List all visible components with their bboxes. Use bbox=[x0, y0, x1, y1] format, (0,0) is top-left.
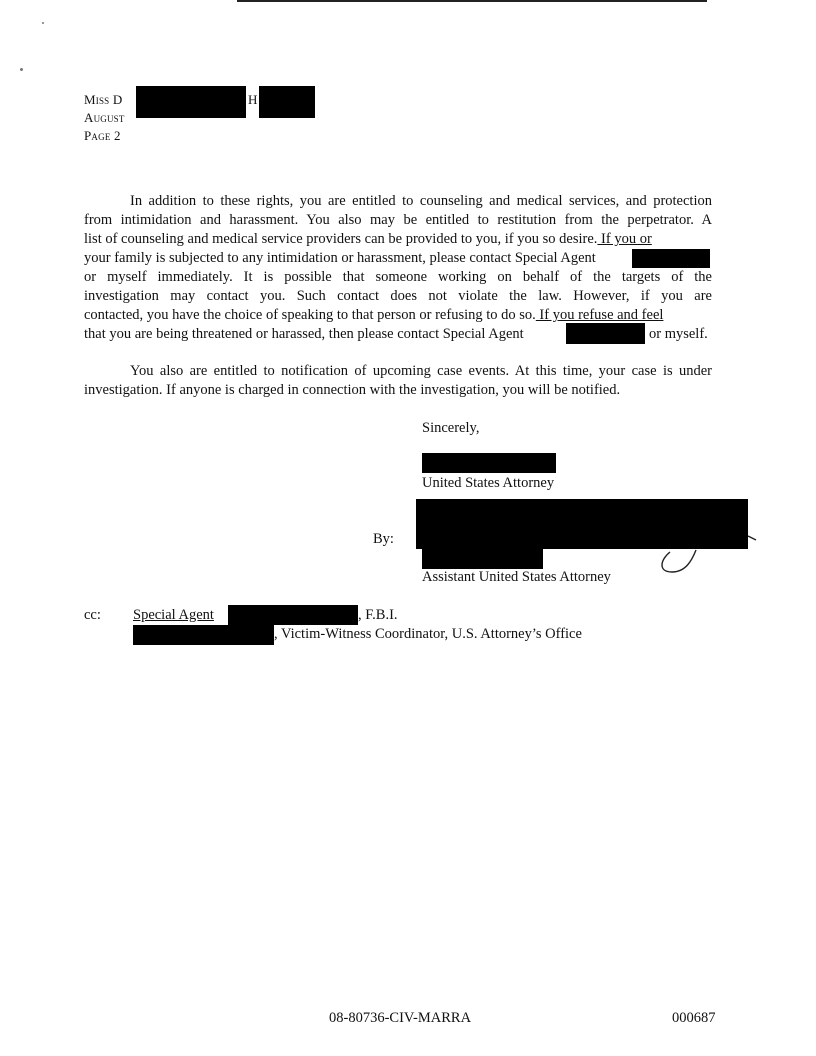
scan-speck bbox=[42, 22, 44, 24]
by-label: By: bbox=[373, 531, 394, 547]
header-addressee: Miss D bbox=[84, 92, 123, 107]
redaction-box bbox=[133, 625, 274, 645]
closing: Sincerely, bbox=[422, 420, 480, 436]
signature-title-1: United States Attorney bbox=[422, 475, 555, 491]
paragraph1-line7: contacted, you have the choice of speaking to that person or refusing to do so. If you refuse and feel bbox=[84, 307, 664, 323]
case-number: 08-80736-CIV-MARRA bbox=[329, 1010, 472, 1026]
signature-stroke bbox=[652, 526, 762, 578]
paragraph1-line1: In addition to these rights, you are entitled to counseling and medical services, and protection bbox=[130, 193, 712, 209]
redaction-box bbox=[136, 86, 246, 118]
header-page: Page 2 bbox=[84, 128, 121, 143]
paragraph1-line3: list of counseling and medical service providers can be provided to you, if you so desire. If you or bbox=[84, 231, 652, 247]
paragraph1-line8a: that you are being threatened or harassed, then please contact Special Agent bbox=[84, 326, 524, 342]
paragraph1-line5: or myself immediately. It is possible that someone working on behalf of the targets of the bbox=[84, 269, 712, 285]
signature-title-2: Assistant United States Attorney bbox=[422, 569, 611, 585]
paragraph1-line8b: or myself. bbox=[649, 326, 708, 342]
redaction-box bbox=[422, 453, 556, 473]
redaction-box bbox=[259, 86, 315, 118]
header-addressee-suffix: H bbox=[248, 92, 258, 107]
paragraph1-line4: your family is subjected to any intimidation or harassment, please contact Special Agent bbox=[84, 250, 596, 266]
header-date: August bbox=[84, 110, 125, 125]
top-scan-rule bbox=[237, 0, 707, 2]
cc-line1-prefix: Special Agent bbox=[133, 607, 214, 623]
bates-number: 000687 bbox=[672, 1010, 716, 1026]
redaction-box bbox=[228, 605, 358, 625]
scan-speck bbox=[20, 68, 23, 71]
paragraph2-line1: You also are entitled to notification of upcoming case events. At this time, your case is under bbox=[130, 363, 712, 379]
cc-line1-suffix: , F.B.I. bbox=[358, 607, 398, 623]
cc-line2-suffix: , Victim-Witness Coordinator, U.S. Attorney’s Office bbox=[274, 626, 582, 642]
paragraph1-line6: investigation may contact you. Such contact does not violate the law. However, if you are bbox=[84, 288, 712, 304]
redaction-box bbox=[422, 549, 543, 569]
redaction-box bbox=[632, 249, 710, 268]
cc-label: cc: bbox=[84, 607, 101, 623]
paragraph1-line2: from intimidation and harassment. You also may be entitled to restitution from the perpetrator. A bbox=[84, 212, 712, 228]
redaction-box bbox=[566, 323, 645, 344]
paragraph2-line2: investigation. If anyone is charged in connection with the investigation, you will be notified. bbox=[84, 382, 621, 398]
